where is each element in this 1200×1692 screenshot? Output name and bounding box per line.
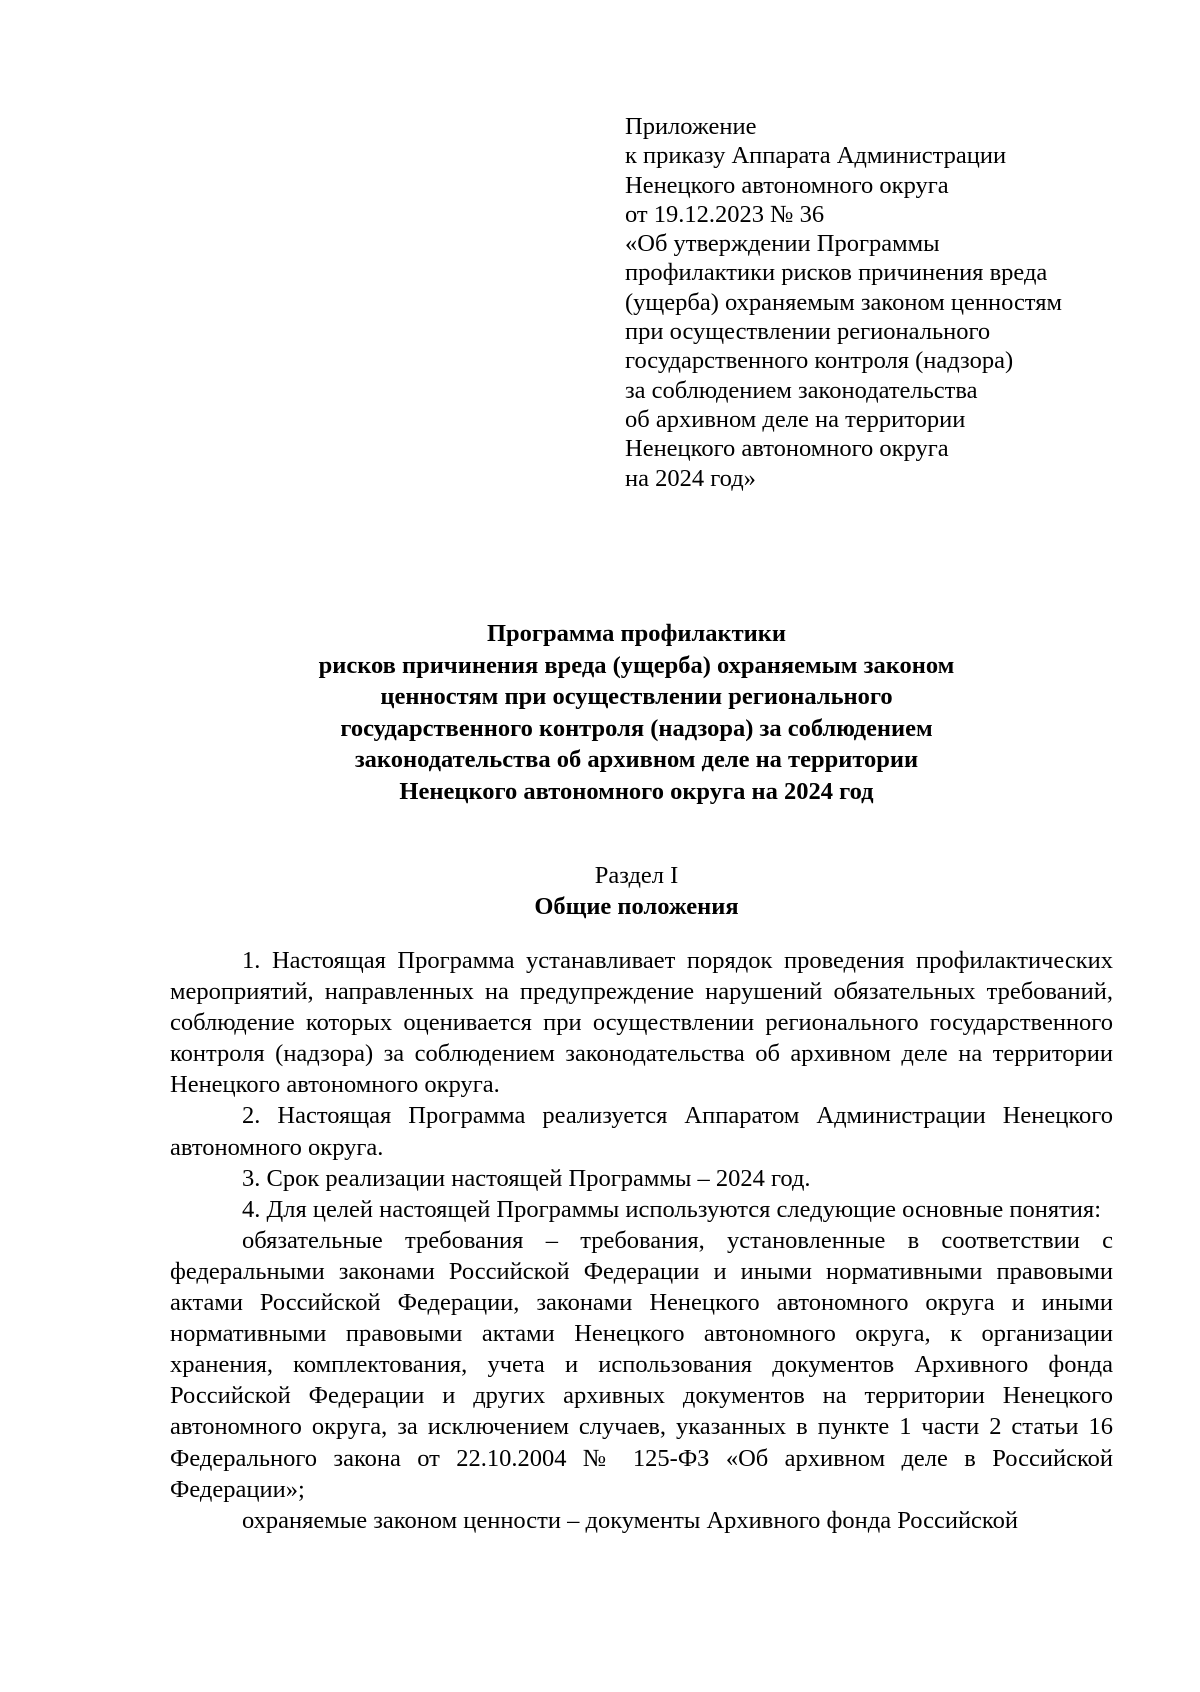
title-line: ценностям при осуществлении регионального <box>380 683 893 710</box>
title-line: рисков причинения вреда (ущерба) охраняемым законом <box>318 651 955 679</box>
appendix-line: профилактики рисков причинения вреда <box>625 259 1048 287</box>
section-number: Раздел I <box>594 862 679 889</box>
appendix-line: «Об утверждении Программы <box>625 230 940 258</box>
appendix-line: от 19.12.2023 № 36 <box>625 200 825 228</box>
appendix-line: Ненецкого автономного округа <box>625 171 949 199</box>
appendix-line: за соблюдением законодательства <box>625 376 978 404</box>
paragraph: 4. Для целей настоящей Программы используются следующие основные понятия: <box>242 1195 1101 1223</box>
paragraph: обязательные требования – требования, установленные в соответствии с федеральными законами Российской Федерации и иными нормативными правовыми актами Российской Федерации, законами Ненецкого автономного округа и иными нормативными правовыми актами Ненецкого автономного округа, к организации хранения, комплектования, учета и использования документов Архивного фонда Российской Федерации и других архивных документов на территории Ненецкого автономного округа, за исключением случаев, указанных в пункте 1 части 2 статьи 16 Федерального закона от 22.10.2004 № 125-ФЗ «Об архивном деле в Российской Федерации»; <box>170 1226 1113 1503</box>
document-title <box>160 618 1113 807</box>
appendix-line: (ущерба) охраняемым законом ценностям <box>625 288 1062 316</box>
paragraph: охраняемые законом ценности – документы Архивного фонда Российской <box>242 1506 1018 1534</box>
appendix-line: к приказу Аппарата Администрации <box>625 142 1007 170</box>
section-name: Общие положения <box>534 893 739 920</box>
title-line: Программа профилактики <box>486 620 787 647</box>
body-text <box>170 945 1113 1536</box>
appendix-line: Ненецкого автономного округа <box>625 435 949 463</box>
title-line: государственного контроля (надзора) за соблюдением <box>340 714 933 742</box>
section-heading <box>160 860 1113 922</box>
paragraph: 1. Настоящая Программа устанавливает порядок проведения профилактических мероприятий, направленных на предупреждение нарушений обязательных требований, соблюдение которых оценивается при осуществлении регионального государственного контроля (надзора) за соблюдением законодательства об архивном деле на территории Ненецкого автономного округа. <box>170 947 1113 1099</box>
paragraph: 3. Срок реализации настоящей Программы – 2024 год. <box>242 1164 811 1192</box>
title-line: законодательства об архивном деле на территории <box>354 746 919 773</box>
appendix-line: на 2024 год» <box>625 464 756 492</box>
title-line: Ненецкого автономного округа на 2024 год <box>399 777 874 805</box>
appendix-line: об архивном деле на территории <box>625 405 966 433</box>
appendix-header <box>625 112 1145 493</box>
appendix-line: Приложение <box>625 113 757 140</box>
appendix-line: государственного контроля (надзора) <box>625 347 1014 375</box>
appendix-line: при осуществлении регионального <box>625 318 991 346</box>
paragraph: 2. Настоящая Программа реализуется Аппаратом Администрации Ненецкого автономного округа. <box>170 1102 1113 1161</box>
